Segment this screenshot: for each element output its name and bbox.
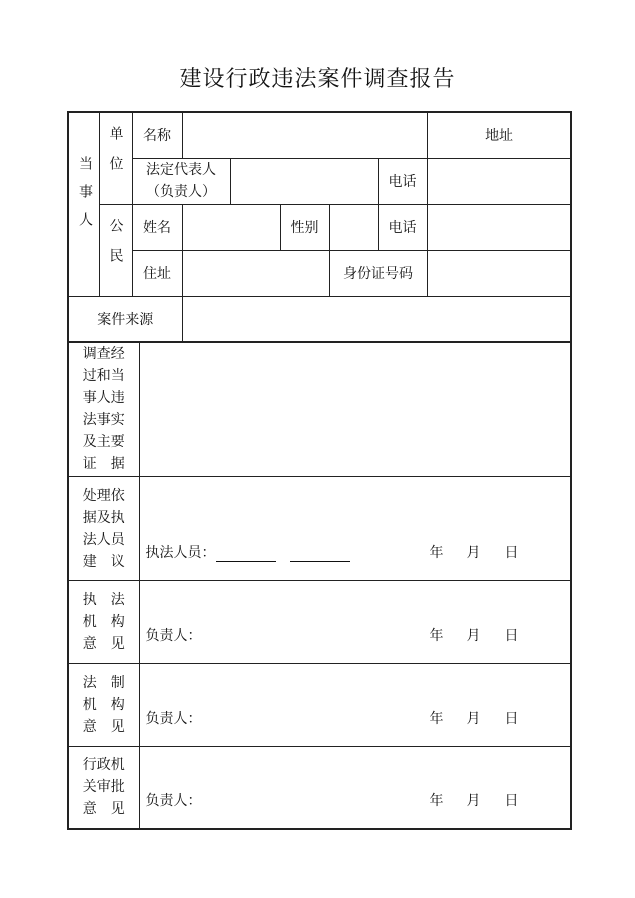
unit-label: 单位 xyxy=(99,112,132,204)
person-phone-field[interactable] xyxy=(427,204,571,250)
unit-name-field[interactable] xyxy=(182,112,427,158)
enforcement-opinion-field[interactable] xyxy=(139,581,571,664)
day-label: 日 xyxy=(504,545,519,561)
investigation-field[interactable] xyxy=(139,342,571,477)
phone-label: 电话 xyxy=(378,158,427,204)
gender-label: 性别 xyxy=(280,204,329,250)
handling-field[interactable] xyxy=(139,477,571,581)
signature-line[interactable] xyxy=(216,547,276,562)
approval-opinion-field[interactable] xyxy=(139,747,571,829)
investigation-label: 调查经 过和当 事人违 法事实 及主要 证 据 xyxy=(68,342,139,477)
name-label: 名称 xyxy=(132,112,182,158)
citizen-label: 公民 xyxy=(99,204,132,296)
id-number-field[interactable] xyxy=(427,250,571,296)
signer-label: 负责人： xyxy=(145,628,202,644)
month-label: 月 xyxy=(466,711,481,727)
signer-label: 执法人员： xyxy=(145,545,216,561)
legal-opinion-label: 法 制 机 构 意 见 xyxy=(68,664,139,747)
signature-line[interactable] xyxy=(290,547,350,562)
page-title: 建设行政违法案件调查报告 xyxy=(179,67,456,92)
day-label: 日 xyxy=(504,628,519,644)
gender-field[interactable] xyxy=(329,204,378,250)
day-label: 日 xyxy=(504,792,519,809)
day-label: 日 xyxy=(504,711,519,727)
party-label: 当事人 xyxy=(68,112,99,296)
handling-label: 处理依 据及执 法人员 建 议 xyxy=(68,477,139,581)
party-table xyxy=(67,111,572,343)
person-name-label: 姓名 xyxy=(132,204,182,250)
address-label: 地址 xyxy=(427,112,571,158)
month-label: 月 xyxy=(466,628,481,644)
sections-table xyxy=(67,341,572,830)
legal-rep-label: 法定代表人 （负责人） xyxy=(132,158,230,204)
id-number-label: 身份证号码 xyxy=(329,250,427,296)
month-label: 月 xyxy=(466,545,481,561)
legal-rep-field[interactable] xyxy=(230,158,378,204)
month-label: 月 xyxy=(466,792,481,809)
person-name-field[interactable] xyxy=(182,204,280,250)
residence-label: 住址 xyxy=(132,250,182,296)
year-label: 年 xyxy=(429,711,444,727)
year-label: 年 xyxy=(429,792,444,809)
phone2-label: 电话 xyxy=(378,204,427,250)
signer-label: 负责人： xyxy=(145,792,202,809)
approval-opinion-label: 行政机 关审批 意 见 xyxy=(68,747,139,829)
signer-label: 负责人： xyxy=(145,711,202,727)
case-source-field[interactable] xyxy=(182,296,571,342)
unit-phone-field[interactable] xyxy=(427,158,571,204)
year-label: 年 xyxy=(429,545,444,561)
year-label: 年 xyxy=(429,628,444,644)
enforcement-opinion-label: 执 法 机 构 意 见 xyxy=(68,581,139,664)
legal-opinion-field[interactable] xyxy=(139,664,571,747)
case-source-label: 案件来源 xyxy=(68,296,182,342)
residence-field[interactable] xyxy=(182,250,329,296)
